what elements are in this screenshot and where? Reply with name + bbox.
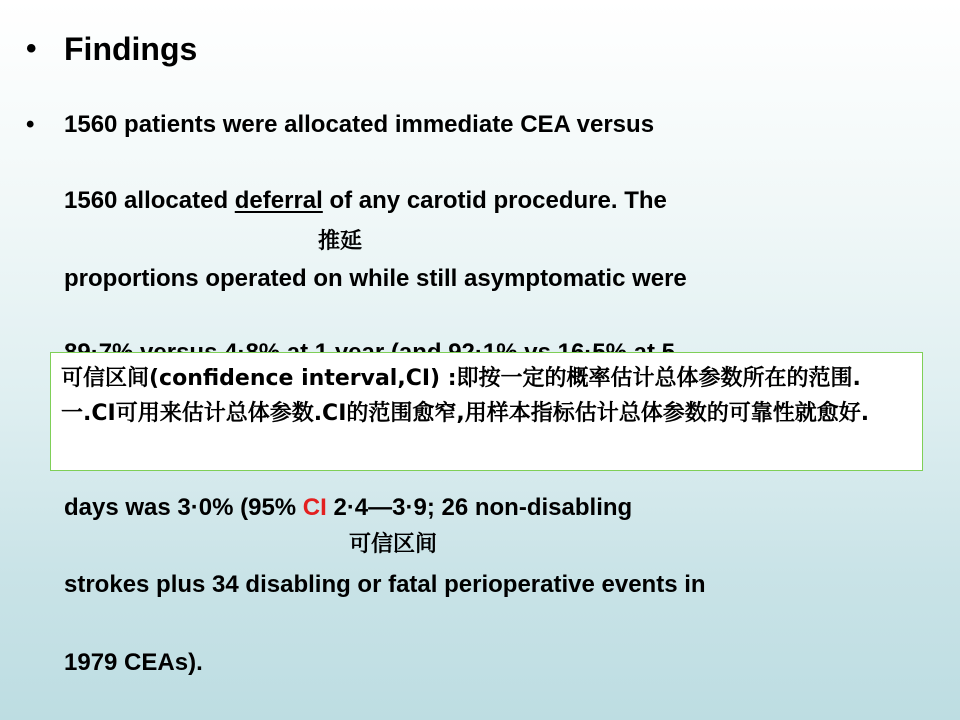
callout-text: 可信区间(confidence interval,CI) :即按一定的概率估计总体参数所在的范围. 一.CI可用来估计总体参数.CI的范围愈窄,用样本指标估计总体参数的可靠性就愈好. xyxy=(61,366,870,426)
body-line-5-start: days was 3·0% (95% xyxy=(64,494,303,521)
body-line-7: 1979 CEAs). xyxy=(64,649,203,676)
body-line-1: 1560 patients were allocated immediate CEA versus xyxy=(64,111,655,138)
bullet-body: • xyxy=(26,111,35,138)
body-line-2-end: of any carotid procedure. The xyxy=(322,187,667,214)
slide-heading: Findings xyxy=(64,31,198,67)
body-line-5 xyxy=(64,493,632,523)
body-line-6: strokes plus 34 disabling or fatal perioperative events in xyxy=(64,571,706,598)
annotation-deferral: 推延 xyxy=(318,229,363,254)
annotation-ci: 可信区间 xyxy=(349,532,438,557)
ci-definition-callout xyxy=(50,352,923,471)
body-line-2-start: 1560 allocated xyxy=(64,187,235,214)
body-line-3: proportions operated on while still asymptomatic were xyxy=(64,265,687,292)
highlighted-term-ci: CI xyxy=(302,494,327,521)
bullet-findings: • xyxy=(26,32,37,65)
body-line-2 xyxy=(64,186,667,216)
underlined-term-deferral: deferral xyxy=(234,187,323,214)
body-line-5-end: 2·4—3·9; 26 non-disabling xyxy=(326,494,633,521)
